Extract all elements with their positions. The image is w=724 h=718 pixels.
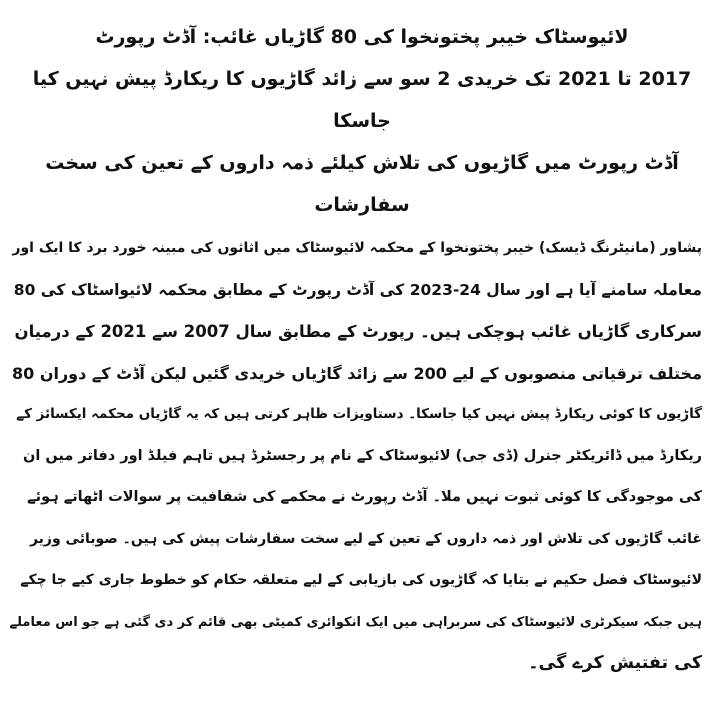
article-headline [0,0,724,226]
body-line: لائیوسٹاک فضل حکیم نے بتایا کہ گاڑیوں کی بازیابی کے لیے متعلقہ حکام کو خطوط جاری کیے جا چکے [20,572,702,588]
headline-subtitle: 2017 تا 2021 تک خریدی 2 سو سے زائد گاڑیوں کا ریکارڈ پیش نہیں کیا جاسکا [32,68,692,132]
body-line: ریکارڈ میں ڈائریکٹر جنرل (ڈی جی) لائیوسٹاک کے نام پر رجسٹرڈ ہیں تاہم فیلڈ اور دفاتر میں ان [22,447,702,464]
headline-title: لائیوسٹاک خیبر پختونخوا کی 80 گاڑیاں غائب: آڈٹ رپورٹ [95,26,629,48]
body-line: سرکاری گاڑیاں غائب ہوچکی ہیں۔ رپورٹ کے مطابق سال 2007 سے 2021 کے درمیان [14,322,702,341]
body-line: کی تفتیش کرے گی۔ [528,653,702,673]
headline-subtitle: آڈٹ رپورٹ میں گاڑیوں کی تلاش کیلئے ذمہ داروں کے تعین کی سخت سفارشات [45,152,679,216]
body-line: ہیں جبکہ سیکرٹری لائیوسٹاک کی سربراہی میں ایک انکوائری کمیٹی بھی قائم کر دی گئی ہے جو اس معاملے [9,614,702,630]
body-line: گاڑیوں کا کوئی ریکارڈ پیش نہیں کیا جاسکا۔ دستاویزات ظاہر کرتی ہیں کہ یہ گاڑیاں محکمہ ایکسائز کے [16,406,702,422]
body-line: پشاور (مانیٹرنگ ڈیسک) خیبر پختونخوا کے محکمہ لائیوسٹاک میں اثاثوں کی مبینہ خورد برد کا ایک اور [12,240,702,256]
body-line: معاملہ سامنے آیا ہے اور سال 24-2023 کی آڈٹ رپورٹ کے مطابق محکمہ لائیواسٹاک کی 80 [13,280,702,299]
body-line: کی موجودگی کا کوئی ثبوت نہیں ملا۔ آڈٹ رپورٹ نے محکمے کی شفافیت پر سوالات اٹھاتے ہوئے [27,489,702,505]
article-body [0,226,724,685]
body-line: مختلف ترقیاتی منصوبوں کے لیے 200 سے زائد گاڑیاں خریدی گئیں لیکن آڈٹ کے دوران 80 [11,363,702,383]
body-line: غائب گاڑیوں کی تلاش اور ذمہ داروں کے تعین کے لیے سخت سفارشات پیش کی ہیں۔ صوبائی وزیر [29,530,702,547]
